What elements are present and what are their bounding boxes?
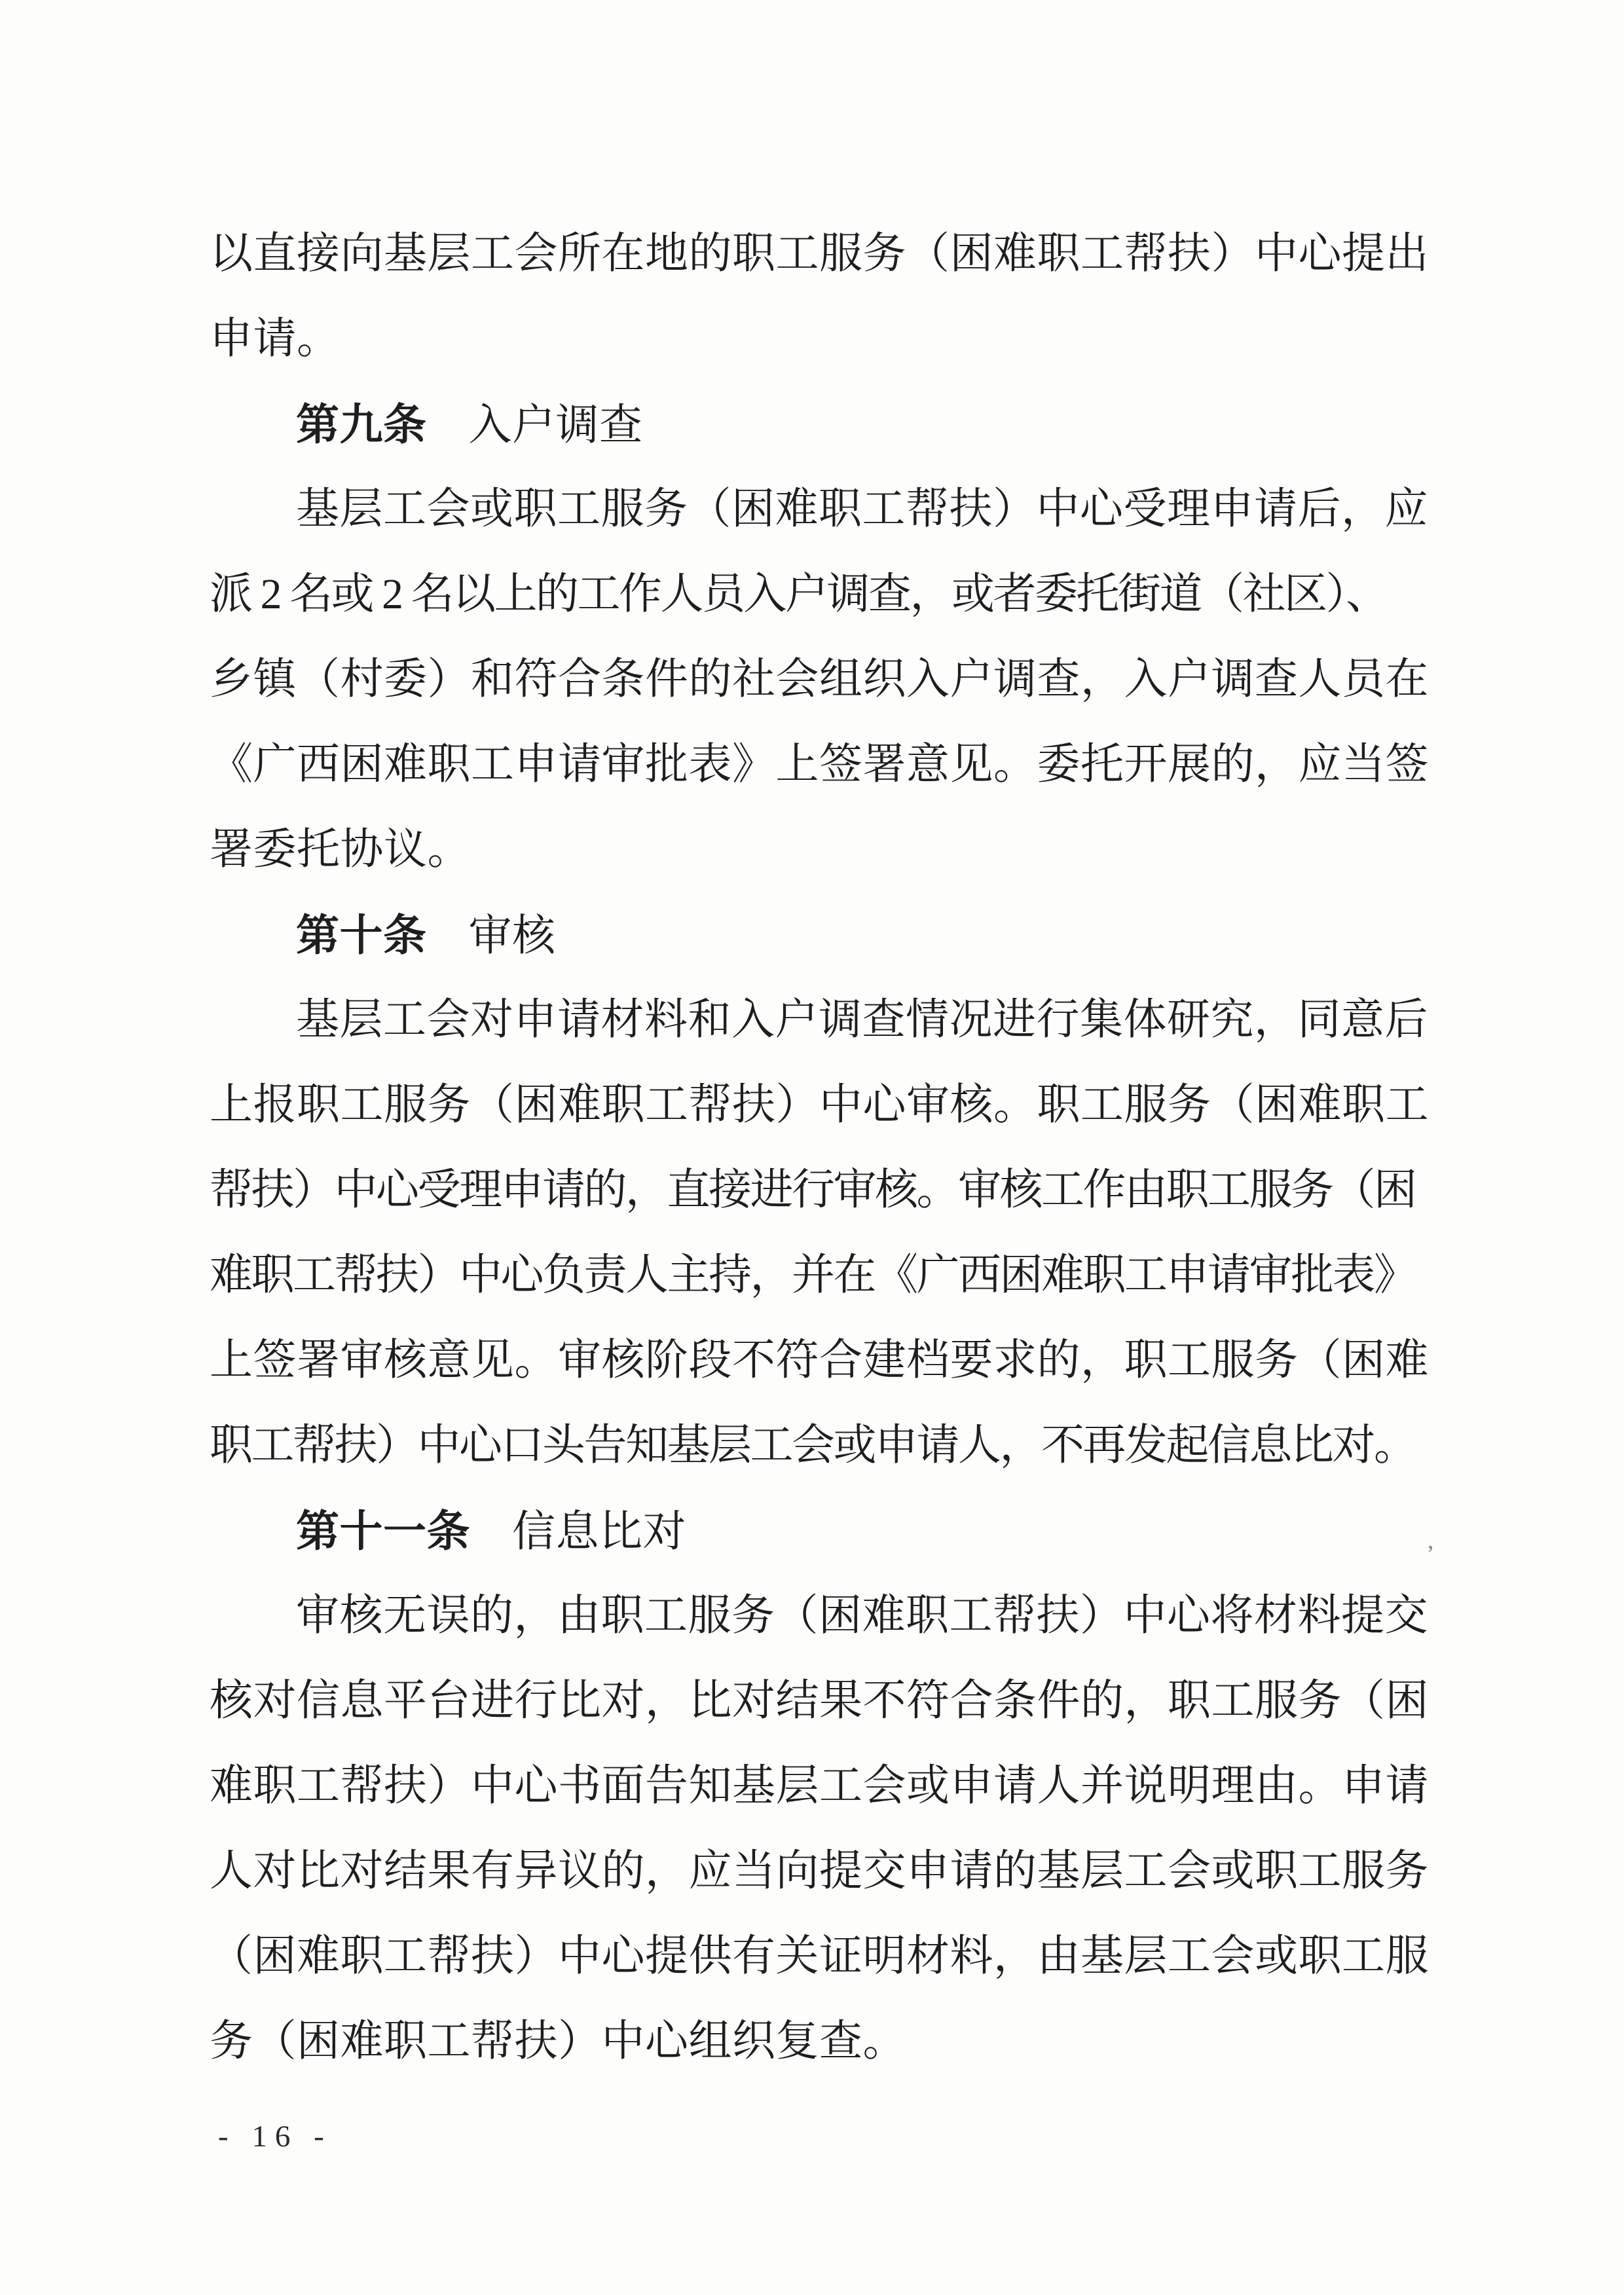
article-9-title: 入户调查 bbox=[468, 401, 643, 449]
text-line: 以直接向基层工会所在地的职工服务（困难职工帮扶）中心提出 bbox=[210, 230, 1429, 278]
article-10-number: 第十条 bbox=[296, 911, 427, 959]
text-line: 审核无误的，由职工服务（困难职工帮扶）中心将材料提交 bbox=[296, 1592, 1428, 1640]
text-line: 上报职工服务（困难职工帮扶）中心审核。职工服务（困难职工 bbox=[210, 1081, 1429, 1129]
article-11-title: 信息比对 bbox=[512, 1508, 686, 1556]
article-10-title: 审核 bbox=[468, 912, 556, 960]
text-line: 帮扶）中心受理申请的，直接进行审核。审核工作由职工服务（困 bbox=[210, 1166, 1416, 1214]
article-9-heading bbox=[210, 382, 1434, 467]
page-number: - 16 - bbox=[218, 2120, 332, 2154]
text-line: （困难职工帮扶）中心提供有关证明材料，由基层工会或职工服 bbox=[210, 1932, 1429, 1980]
text-line: 乡镇（村委）和符合条件的社会组织入户调查，入户调查人员在 bbox=[210, 655, 1429, 703]
text-line: 基层工会对申请材料和入户调查情况进行集体研究，同意后 bbox=[296, 996, 1428, 1044]
text-line: 难职工帮扶）中心负责人主持，并在《广西困难职工申请审批表》 bbox=[210, 1251, 1416, 1299]
article-11-number: 第十一条 bbox=[296, 1507, 470, 1555]
text-line: 基层工会或职工服务（困难职工帮扶）中心受理申请后，应 bbox=[296, 485, 1428, 533]
article-10-heading bbox=[210, 892, 1434, 978]
text-line: 难职工帮扶）中心书面告知基层工会或申请人并说明理由。申请 bbox=[210, 1762, 1429, 1810]
text-line: 职工帮扶）中心口头告知基层工会或申请人，不再发起信息比对。 bbox=[210, 1422, 1416, 1469]
article-9-number: 第九条 bbox=[296, 400, 427, 449]
text-line: 务（困难职工帮扶）中心组织复查。 bbox=[210, 2017, 906, 2065]
text-line: 核对信息平台进行比对，比对结果不符合条件的，职工服务（困 bbox=[210, 1677, 1429, 1725]
text-line: 人对比对结果有异议的，应当向提交申请的基层工会或职工服务 bbox=[210, 1847, 1429, 1895]
text-line: 上签署审核意见。审核阶段不符合建档要求的，职工服务（困难 bbox=[210, 1336, 1429, 1384]
text-line: 派 2 名或 2 名以上的工作人员入户调查，或者委托街道（社区）、 bbox=[210, 570, 1388, 618]
scan-artifact: ’ bbox=[1426, 1541, 1435, 1568]
text-line: 《广西困难职工申请审批表》上签署意见。委托开展的，应当签 bbox=[210, 741, 1429, 788]
document-text-block bbox=[210, 211, 1434, 2084]
text-line: 申请。 bbox=[210, 315, 341, 363]
text-line: 署委托协议。 bbox=[210, 826, 471, 873]
article-11-heading bbox=[210, 1488, 1434, 1573]
